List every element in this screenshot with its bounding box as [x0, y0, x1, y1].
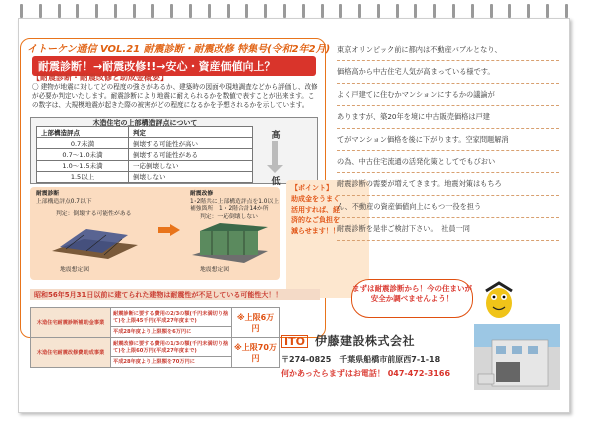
point-title: 【ポイント】: [291, 184, 333, 192]
table-cell: 1.5以上: [37, 171, 129, 182]
mascot-icon: [476, 277, 522, 323]
company-logo: ITO: [281, 335, 308, 348]
diagnosis-title: 耐震診断: [36, 191, 60, 197]
binding-rings: [18, 4, 570, 18]
point-line: 減らせます！！: [291, 226, 340, 235]
reinforced-house-icon: [188, 223, 272, 265]
table-cell: 倒壊する可能性がある: [129, 149, 253, 160]
table-row: [37, 149, 253, 160]
evaluation-table: [36, 126, 253, 183]
table-cell: 倒壊しない: [129, 171, 253, 182]
risk-low-label: 低: [271, 177, 281, 187]
collapsed-house-icon: [46, 221, 146, 263]
down-arrow-icon: [272, 141, 278, 169]
diagram-panel: [30, 187, 280, 280]
subsidy-name: 木造住宅耐震改修費助成事業: [31, 338, 111, 368]
message-column: [337, 39, 559, 241]
subsidy-detail: 耐震診断に要する費用の2/3の額(千円未満切り捨て)を上限45千円(平成27年度まで): [111, 308, 232, 327]
table-row: [37, 160, 253, 171]
table-header: 判定: [129, 127, 253, 138]
section-subtitle: 【耐震診断・耐震改修と助成金概要】: [32, 73, 168, 82]
table-row: [31, 308, 280, 327]
subsidy-name: 木造住宅耐震診断補助金事業: [31, 308, 111, 338]
company-block: [281, 330, 415, 349]
retrofit-title: 耐震改修: [190, 191, 214, 197]
table-cell: 0.7未満: [37, 138, 129, 149]
message-line: 耐震診断の需要が増えてきます。地震対策はもちろ: [337, 173, 559, 195]
retrofit-desc-1: 1･2階共に上部構造評点を1.0以上: [190, 199, 280, 205]
point-line: 済的なご負担を: [291, 216, 340, 224]
speech-bubble: まずは耐震診断から！今の住まいが安全か調べませんよう！: [351, 279, 473, 318]
table-header: 上部構造評点: [37, 127, 129, 138]
message-line: ん、不動産の資産価値向上にもつ一役を担う: [337, 196, 559, 218]
table-cell: 1.0～1.5未満: [37, 160, 129, 171]
evaluation-title: 木造住宅の上部構造評点について: [92, 119, 198, 127]
diagnosis-desc: 上部構造評点0.7以下: [36, 199, 92, 205]
subsidy-detail: 平成28年度より上限額を70万円に: [111, 356, 232, 367]
subsidy-detail: 平成28年度より上限額を6万円に: [111, 326, 232, 337]
office-photo: [474, 324, 560, 390]
message-line: 価格高から中古住宅人気が高まっている様です。: [337, 61, 559, 83]
message-line: 耐震診断を是非ご検討下さい。 社員一同: [337, 218, 559, 240]
subsidy-amount: ※上限70万円: [232, 338, 280, 368]
retrofit-judge: 判定：一応倒壊しない: [200, 214, 258, 220]
table-row: [31, 338, 280, 357]
headline-banner: 耐震診断！→耐震改修!!→安心・資産価値向上？: [32, 56, 316, 76]
risk-high-label: 高: [271, 131, 281, 141]
table-row: [37, 138, 253, 149]
warning-bar: 昭和56年5月31日以前に建てられた建物は耐震性が不足している可能性大！！: [30, 289, 320, 300]
message-line: てがマンション価格を後に下がります。空家問題解消: [337, 129, 559, 151]
point-line: 助成金をうまく: [291, 195, 340, 203]
table-cell: 倒壊する可能性が高い: [129, 138, 253, 149]
arrow-right-icon: [170, 224, 180, 236]
table-header-row: [37, 127, 253, 138]
subsidy-detail: 耐震改修に要する費用の1/3の額(千円未満切り捨て)を上限60万円(平成27年度まで): [111, 338, 232, 357]
message-line: よく戸建てに住むかマンションにするかの議論が: [337, 84, 559, 106]
message-line: 東京オリンピック前に都内は不動産バブルとなり、: [337, 39, 559, 61]
message-line: ありますが、築20年を境に中古販売価格は戸建: [337, 106, 559, 128]
message-line: の為、中古住宅流通の活発化策としてでもびおい: [337, 151, 559, 173]
company-phone: 何かあったらまずはお電話！ 047-472-3166: [281, 369, 451, 378]
retrofit-desc-2: 補強箇所 1・2階合計14か所: [190, 206, 269, 212]
newsletter-title: イトーケン通信 VOL.21 耐震診断・耐震改修 特集号(令和2年2月): [27, 44, 331, 55]
point-line: 活用すれば、経: [291, 205, 340, 214]
table-row: [37, 171, 253, 182]
diagnosis-judge: 判定：倒壊する可能性がある: [56, 211, 132, 217]
company-address: 〒274-0825 千葉県船橋市前原西7-1-18: [281, 355, 441, 364]
subsidy-amount: ※上限6万円: [232, 308, 280, 338]
company-name: 伊藤建設株式会社: [315, 334, 416, 348]
table-cell: 0.7～1.0未満: [37, 149, 129, 160]
intro-text: 〇 建物が地震に対してどの程度の強さがあるか、建築時の図面や現地調査などから評価し、改修が必要か判定いたします。耐震診断により地震に耐えられるかを数値で表すことが出来ます。この数字は、大規模地震が起きた際の被害がどの程度になるかを予想されるかを示しています。: [32, 83, 318, 110]
right-caption: 地震想定図: [200, 267, 229, 273]
building-icon: [474, 324, 560, 390]
left-caption: 地震想定図: [60, 267, 89, 273]
subsidy-table: [30, 307, 280, 368]
table-cell: 一応倒壊しない: [129, 160, 253, 171]
